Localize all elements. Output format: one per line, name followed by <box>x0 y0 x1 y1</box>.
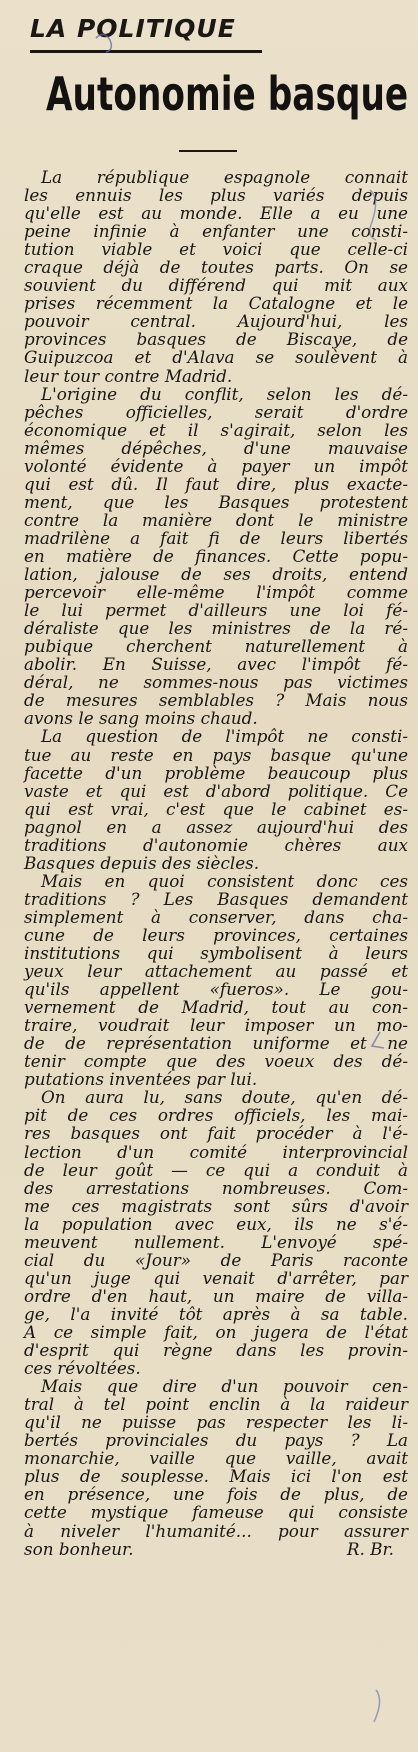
article-paragraph <box>24 1377 408 1539</box>
closing-text: son bonheur. <box>24 1538 134 1559</box>
text-line: à niveler l'humanité... pour assurer <box>24 1520 408 1541</box>
text-line: putations inventées par lui. <box>24 1069 258 1090</box>
text-line: tution viable et voici que celle-ci <box>24 239 408 260</box>
text-line: déral, ne sommes-nous pas victimes <box>24 672 408 693</box>
text-line: La question de l'impôt ne consti- <box>41 726 408 747</box>
text-line: mêmes dépêches, d'une mauvaise <box>24 437 408 458</box>
text-line: ces révoltées. <box>24 1358 141 1379</box>
text-line: qu'un juge qui venait d'arrêter, par <box>24 1267 408 1288</box>
text-line: qu'elle est au monde. Elle a eu une <box>24 203 408 224</box>
text-line: avons le sang moins chaud. <box>24 708 258 729</box>
article-paragraph <box>24 385 408 728</box>
section-heading: LA POLITIQUE <box>30 14 236 43</box>
text-line: la population avec eux, ils ne s'é- <box>24 1213 408 1234</box>
text-line: pêches officielles, serait d'ordre <box>24 401 408 422</box>
text-line: en présence, une fois de plus, de <box>24 1484 408 1505</box>
text-line: craque déjà de toutes parts. On se <box>24 257 408 278</box>
text-line: L'origine du conflit, selon les dé- <box>41 383 408 404</box>
text-line: res basques ont fait procéder à l'é- <box>24 1123 408 1144</box>
text-line: pagnol en a assez aujourd'hui des <box>24 816 408 837</box>
text-line: traire, voudrait leur imposer un mo- <box>24 1015 408 1036</box>
text-line: souvient du différend qui mit aux <box>24 275 408 296</box>
text-line: provinces basques de Biscaye, de <box>24 329 408 350</box>
text-line: simplement à conserver, dans cha- <box>24 906 408 927</box>
text-line: tenir compte que des voeux des dé- <box>24 1051 408 1072</box>
closing-line <box>24 1540 408 1558</box>
text-line: de de représentation uniforme et ne <box>24 1033 408 1054</box>
text-line: d'esprit qui règne dans les provin- <box>24 1340 408 1361</box>
text-line: lection d'un comité interprovincial <box>24 1141 408 1162</box>
text-line: pouvoir central. Aujourd'hui, les <box>24 311 408 332</box>
text-line: des arrestations nombreuses. Com- <box>24 1177 408 1198</box>
text-line: plus de souplesse. Mais ici l'on est <box>24 1466 408 1487</box>
text-line: en matière de finances. Cette popu- <box>24 545 408 566</box>
text-line: leur tour contre Madrid. <box>24 365 233 386</box>
text-line: de mesures semblables ? Mais nous <box>24 690 408 711</box>
text-line: tue au reste en pays basque qu'une <box>24 744 408 765</box>
text-line: monarchie, vaille que vaille, avait <box>24 1448 408 1469</box>
text-line: ment, que les Basques protestent <box>24 491 408 512</box>
text-line: facette d'un problème beaucoup plus <box>24 762 408 783</box>
text-line: traditions d'autonomie chères aux <box>24 834 408 855</box>
text-line: pubique cherchent naturellement à <box>24 636 408 657</box>
text-line: économique et il s'agirait, selon les <box>24 419 408 440</box>
text-line: ge, l'a invité tôt après à sa table. <box>24 1303 408 1324</box>
author-signature: R. Br. <box>346 1538 394 1559</box>
text-line: vaste et qui est d'abord politique. Ce <box>24 780 408 801</box>
text-line: les ennuis les plus variés depuis <box>24 185 408 206</box>
text-line: de leur goût — ce qui a conduit à <box>24 1159 408 1180</box>
text-line: peine infinie à enfanter une consti- <box>24 221 408 242</box>
text-line: yeux leur attachement au passé et <box>24 961 408 982</box>
text-line: cial du «Jour» de Paris raconte <box>24 1249 408 1270</box>
text-line: bertés provinciales du pays ? La <box>24 1430 408 1451</box>
text-line: prises récemment la Catalogne et le <box>24 293 408 314</box>
text-line: vernement de Madrid, tout au con- <box>24 997 408 1018</box>
text-line: cune de leurs provinces, certaines <box>24 924 408 945</box>
text-line: Mais que dire d'un pouvoir cen- <box>41 1376 408 1397</box>
text-line: qu'il ne puisse pas respecter les li- <box>24 1412 408 1433</box>
text-line: meuvent nullement. L'envoyé spé- <box>24 1231 408 1252</box>
text-line: qu'ils appellent «fueros». Le gou- <box>24 979 408 1000</box>
article-paragraph <box>24 168 408 385</box>
text-line: qui est vrai, c'est que le cabinet es- <box>24 798 408 819</box>
headline-divider <box>179 150 237 152</box>
text-line: Basques depuis des siècles. <box>24 852 260 873</box>
text-line: le lui permet d'ailleurs une loi fé- <box>24 600 408 621</box>
text-line: abolir. En Suisse, avec l'impôt fé- <box>24 654 408 675</box>
text-line: A ce simple fait, on jugera de l'état <box>24 1322 408 1342</box>
text-line: tral à tel point enclin à la raideur <box>24 1394 408 1415</box>
text-line: traditions ? Les Basques demandent <box>24 888 408 909</box>
text-line: percevoir elle-même l'impôt comme <box>24 582 408 603</box>
text-line: déraliste que les ministres de la ré- <box>24 618 408 639</box>
text-line: Mais en quoi consistent donc ces <box>41 870 408 891</box>
text-line: On aura lu, sans doute, qu'en dé- <box>41 1087 408 1108</box>
text-line: cette mystique fameuse qui consiste <box>24 1502 408 1523</box>
article-paragraph <box>24 1088 408 1377</box>
text-line: qui est dû. Il faut dire, plus exacte- <box>24 473 408 494</box>
text-line: Guipuzcoa et d'Alava se soulèvent à <box>24 347 408 368</box>
text-line: madrilène a fait fi de leurs libertés <box>24 527 408 548</box>
article-paragraph <box>24 872 408 1089</box>
text-line: contre la manière dont le ministre <box>24 509 408 530</box>
text-line: institutions qui symbolisent à leurs <box>24 943 408 964</box>
text-line: ordre d'en haut, un maire de villa- <box>24 1285 408 1306</box>
section-underline <box>30 50 262 53</box>
article-body <box>24 168 408 1558</box>
text-line: volonté évidente à payer un impôt <box>24 455 408 476</box>
text-line: lation, jalouse de ses droits, entend <box>24 564 408 585</box>
text-line: La république espagnole connait <box>41 167 408 187</box>
text-line: me ces magistrats sont sûrs d'avoir <box>24 1195 408 1216</box>
article-headline: Autonomie basque <box>45 68 409 122</box>
text-line: pit de ces ordres officiels, les mai- <box>24 1105 408 1126</box>
article-paragraph <box>24 727 408 871</box>
